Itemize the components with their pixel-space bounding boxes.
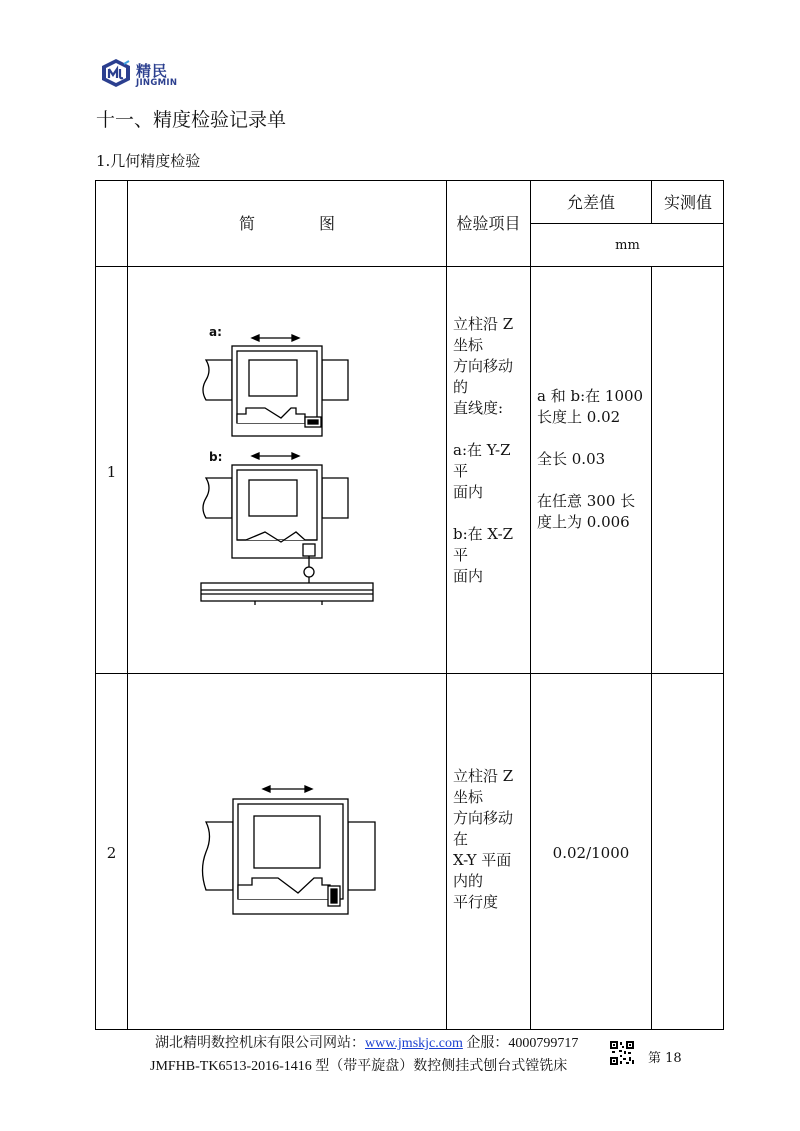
row-1-tol-line: 全长 0.03 [537,450,606,468]
row-2-item-line: 平行度 [453,893,499,911]
row-1-item-line: 面内 [453,483,484,501]
row-1-tol-spacer [537,428,651,449]
row-1-item-line: 面内 [453,567,484,585]
footer-hotline: 企服：4000799717 [462,1036,579,1051]
section-title: 1.几何精度检验 [96,152,201,170]
diagram-1a-label: a: [209,325,222,339]
logo-text-en: JINGMIN [136,78,178,88]
row-1-item-line: 方向移动 [453,357,514,375]
row-1-tol-line: a 和 b:在 1000 [537,387,644,405]
row-2-item-line: 方向移动 [453,809,514,827]
row-1-item-spacer [453,503,529,524]
diagram-2 [203,786,376,914]
row-1-item-line: 的 [453,378,469,396]
row-2-item-line: 立柱沿 Z [453,767,514,785]
footer-company: 湖北精明数控机床有限公司网站： [155,1036,365,1051]
row-2-item-line: 坐标 [453,788,484,806]
row-2-item-line: X-Y 平面 [453,851,512,869]
row-1-tol-spacer [537,470,651,491]
row-1-item-line: 平 [453,462,469,480]
header-unit: mm [615,238,640,253]
row-1-item-line: b:在 X-Z [453,525,514,543]
diagram-1b [201,453,373,605]
row-1-item-line: 平 [453,546,469,564]
row-2-number: 2 [106,844,117,862]
logo-text-cn: 精民 [136,62,169,80]
row-1-tol-line: 长度上 0.02 [537,408,621,426]
header-item: 检验项目 [456,214,521,233]
header-measured: 实测值 [663,193,712,212]
row-2-tolerance: 0.02/1000 [552,844,630,862]
footer-model: JMFHB-TK6513-2016-1416 型（带平旋盘）数控侧挂式刨台式镗铣床 [150,1059,568,1074]
row-2-item [453,766,529,913]
table-borders [95,180,724,1030]
diagram-1a [203,335,348,436]
page-number: 第 18 [648,1051,682,1066]
row-2-item-line: 在 [453,830,469,848]
row-1-item-line: 立柱沿 Z [453,315,514,333]
header-tolerance: 允差值 [566,193,615,212]
row-1-tol-line: 度上为 0.006 [537,513,630,531]
row-1-number: 1 [106,463,117,481]
row-1-tolerance [537,386,651,533]
row-1-item-spacer [453,419,529,440]
row-1-tol-line: 在任意 300 长 [537,492,636,510]
footer-website-link[interactable]: www.jmskjc.com [365,1036,463,1051]
footer-contact [155,1032,578,1052]
row-1-item-line: 坐标 [453,336,484,354]
qr-code-icon [609,1040,635,1066]
row-2-item-line: 内的 [453,872,484,890]
row-1-item [453,314,529,587]
header-diagram: 简 图 [238,214,335,233]
row-1-item-line: a:在 Y-Z [453,441,511,459]
diagram-1b-label: b: [209,450,223,464]
page-title: 十一、精度检验记录单 [96,109,287,131]
row-1-item-line: 直线度: [453,399,504,417]
